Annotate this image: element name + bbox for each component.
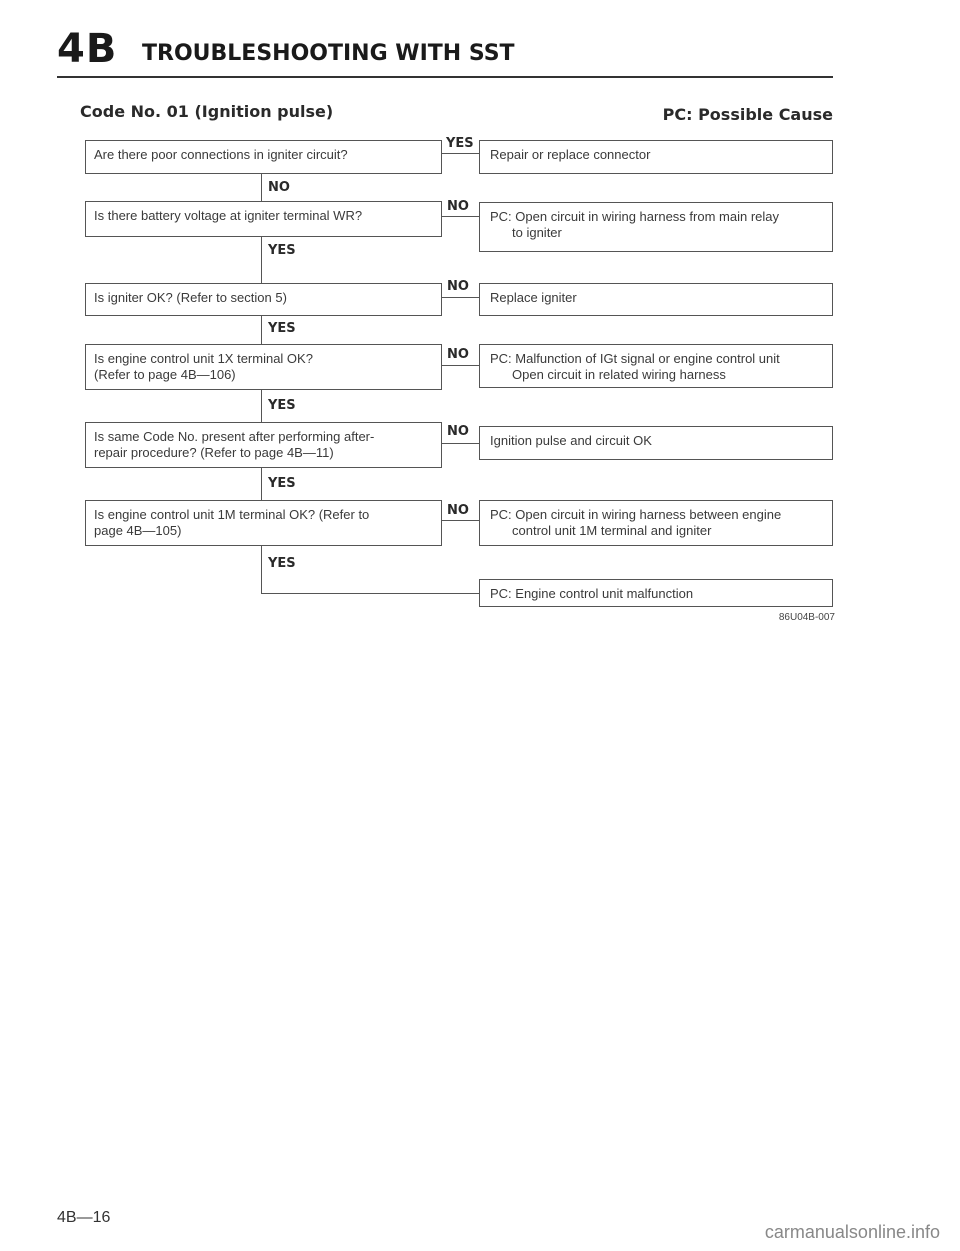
result-box-5: [479, 426, 833, 460]
connector-line: [442, 297, 479, 298]
down-label: YES: [268, 398, 296, 413]
flow-line: [261, 468, 262, 500]
watermark: carmanualsonline.info: [764, 1222, 940, 1242]
result-text: PC: Open circuit in wiring harness between engine: [490, 507, 782, 522]
branch-label: NO: [447, 424, 469, 439]
question-box-4: [85, 344, 442, 390]
question-text: Is igniter OK? (Refer to section 5): [94, 290, 287, 305]
down-label: YES: [268, 321, 296, 336]
pc-legend: PC: Possible Cause: [662, 105, 833, 124]
connector-line: [442, 216, 479, 217]
result-box-4: [479, 344, 833, 388]
result-text: Replace igniter: [490, 290, 577, 305]
question-text-cont: page 4B—105): [94, 523, 182, 538]
question-text: Is engine control unit 1X terminal OK?: [94, 351, 313, 366]
page-number: 4B—16: [57, 1209, 111, 1226]
code-title: Code No. 01 (Ignition pulse): [80, 102, 334, 121]
branch-label: NO: [447, 279, 469, 294]
question-text: Is there battery voltage at igniter terminal WR?: [94, 208, 363, 223]
down-label: YES: [268, 556, 296, 571]
result-text: PC: Open circuit in wiring harness from main relay: [490, 209, 779, 224]
down-label: NO: [268, 180, 290, 195]
question-box-6: [85, 500, 442, 546]
result-box-2: [479, 202, 833, 252]
flow-line: [261, 237, 262, 283]
result-text: PC: Engine control unit malfunction: [490, 586, 694, 601]
result-text-cont: to igniter: [512, 225, 562, 240]
flow-line: [261, 316, 262, 344]
section-title: TROUBLESHOOTING WITH SST: [142, 41, 515, 66]
question-text: Is engine control unit 1M terminal OK? (Refer to: [94, 507, 370, 522]
question-box-2: [85, 201, 442, 237]
branch-label: NO: [447, 503, 469, 518]
connector-line: [442, 443, 479, 444]
branch-label: NO: [447, 347, 469, 362]
flow-line: [261, 390, 262, 422]
result-text: Repair or replace connector: [490, 147, 651, 162]
result-text: PC: Malfunction of IGt signal or engine control unit: [490, 351, 780, 366]
connector-line: [442, 520, 479, 521]
flow-line: [261, 174, 262, 201]
question-text-cont: (Refer to page 4B—106): [94, 367, 236, 382]
down-label: YES: [268, 476, 296, 491]
flow-line: [261, 546, 262, 594]
down-label: YES: [268, 243, 296, 258]
connector-line: [442, 153, 479, 154]
question-box-1: [85, 140, 442, 174]
result-text-cont: Open circuit in related wiring harness: [512, 367, 726, 382]
figure-code: 86U04B-007: [778, 612, 835, 623]
question-box-3: [85, 283, 442, 316]
connector-line: [261, 593, 479, 594]
result-text: Ignition pulse and circuit OK: [490, 433, 652, 448]
final-result-box: [479, 579, 833, 607]
branch-label: NO: [447, 199, 469, 214]
header-rule: [57, 76, 833, 78]
section-number: 4B: [57, 26, 118, 72]
connector-line: [442, 365, 479, 366]
question-text: Is same Code No. present after performing after-: [94, 429, 375, 444]
result-box-6: [479, 500, 833, 546]
result-box-3: [479, 283, 833, 316]
question-text: Are there poor connections in igniter circuit?: [94, 147, 348, 162]
question-box-5: [85, 422, 442, 468]
branch-label: YES: [446, 136, 474, 151]
question-text-cont: repair procedure? (Refer to page 4B—11): [94, 445, 334, 460]
result-box-1: [479, 140, 833, 174]
result-text-cont: control unit 1M terminal and igniter: [512, 523, 712, 538]
